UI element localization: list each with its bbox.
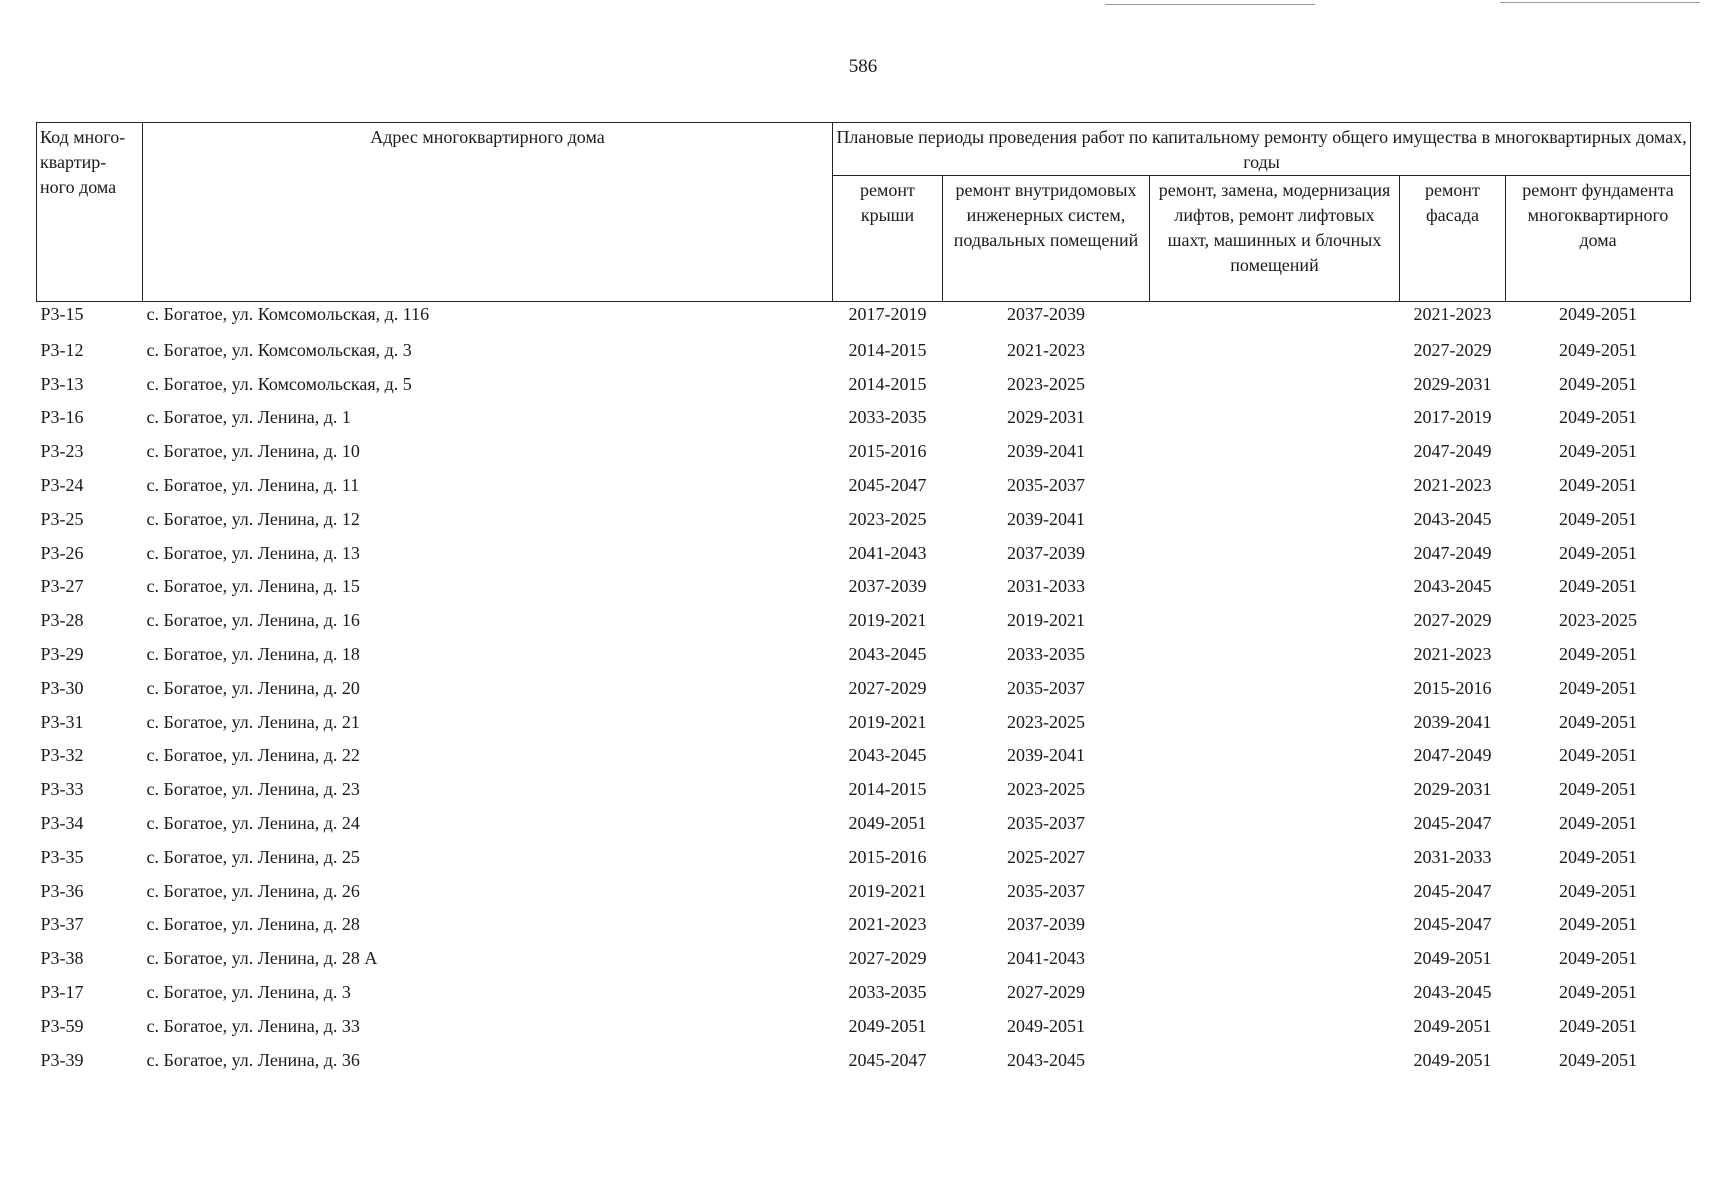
- row-code: Р3-31: [40, 711, 84, 732]
- row-code: Р3-24: [40, 475, 84, 496]
- row-code: Р3-27: [40, 576, 84, 597]
- row-lifts: [1150, 806, 1400, 840]
- row-engineering: 2021-2023: [1007, 339, 1085, 360]
- table-row: [37, 302, 1691, 334]
- row-address: с. Богатое, ул. Ленина, д. 16: [146, 610, 360, 631]
- row-lifts: [1150, 840, 1400, 874]
- row-facade: 2045-2047: [1413, 880, 1492, 901]
- row-facade: 2031-2033: [1413, 846, 1492, 867]
- row-lifts: [1150, 401, 1400, 435]
- row-foundation: 2049-2051: [1559, 407, 1638, 428]
- row-address: с. Богатое, ул. Ленина, д. 20: [146, 677, 360, 698]
- row-roof: 2023-2025: [848, 508, 927, 529]
- table-row: [37, 874, 1691, 908]
- row-engineering: 2039-2041: [1007, 745, 1085, 766]
- row-address: с. Богатое, ул. Ленина, д. 10: [146, 441, 360, 462]
- row-roof: 2049-2051: [848, 1015, 927, 1036]
- row-engineering: 2035-2037: [1007, 880, 1085, 901]
- row-code: Р3-32: [40, 745, 84, 766]
- table-row: [37, 570, 1691, 604]
- table-row: [37, 603, 1691, 637]
- table-row: [37, 367, 1691, 401]
- row-facade: 2029-2031: [1413, 779, 1492, 800]
- row-roof: 2021-2023: [848, 914, 927, 935]
- header-lifts: ремонт, замена, модернизация лифтов, ремонт лифтовых шахт, машинных и блочных помещений: [1150, 176, 1400, 302]
- row-foundation: 2049-2051: [1559, 373, 1638, 394]
- row-address: с. Богатое, ул. Комсомольская, д. 116: [146, 304, 430, 324]
- row-foundation: 2049-2051: [1559, 982, 1638, 1003]
- row-lifts: [1150, 739, 1400, 773]
- row-lifts: [1150, 468, 1400, 502]
- page-number: 586: [848, 56, 878, 77]
- row-engineering: 2023-2025: [1007, 779, 1085, 800]
- row-code: Р3-12: [40, 339, 84, 360]
- row-facade: 2027-2029: [1413, 339, 1492, 360]
- table-row: [37, 840, 1691, 874]
- row-code: Р3-38: [40, 948, 84, 969]
- row-address: с. Богатое, ул. Ленина, д. 26: [146, 880, 360, 901]
- row-code: Р3-30: [40, 677, 84, 698]
- row-foundation: 2049-2051: [1559, 914, 1638, 935]
- row-roof: 2015-2016: [848, 846, 927, 867]
- row-lifts: [1150, 941, 1400, 975]
- row-code: Р3-59: [40, 1015, 84, 1036]
- row-foundation: 2049-2051: [1559, 576, 1638, 597]
- row-facade: 2049-2051: [1413, 948, 1492, 969]
- row-roof: 2014-2015: [848, 339, 927, 360]
- row-lifts: [1150, 367, 1400, 401]
- row-lifts: [1150, 874, 1400, 908]
- row-code: Р3-29: [40, 644, 84, 665]
- row-roof: 2037-2039: [848, 576, 927, 597]
- row-engineering: 2039-2041: [1007, 441, 1085, 462]
- row-facade: 2017-2019: [1413, 407, 1492, 428]
- row-code: Р3-39: [40, 1049, 84, 1070]
- row-lifts: [1150, 536, 1400, 570]
- row-engineering: 2019-2021: [1007, 610, 1085, 631]
- header-engineering: ремонт внутридомовых инженерных систем, подвальных помещений: [943, 176, 1150, 302]
- row-engineering: 2027-2029: [1007, 982, 1085, 1003]
- row-engineering: 2035-2037: [1007, 475, 1085, 496]
- row-address: с. Богатое, ул. Ленина, д. 28 А: [146, 948, 378, 969]
- row-code: Р3-15: [40, 304, 84, 324]
- row-roof: 2027-2029: [848, 677, 927, 698]
- row-engineering: 2035-2037: [1007, 813, 1085, 834]
- row-facade: 2047-2049: [1413, 441, 1492, 462]
- row-roof: 2014-2015: [848, 373, 927, 394]
- table-row: [37, 941, 1691, 975]
- row-foundation: 2049-2051: [1559, 779, 1638, 800]
- row-code: Р3-37: [40, 914, 84, 935]
- row-foundation: 2049-2051: [1559, 441, 1638, 462]
- row-foundation: 2049-2051: [1559, 677, 1638, 698]
- repair-schedule-table: [36, 122, 1691, 1077]
- row-foundation: 2049-2051: [1559, 711, 1638, 732]
- row-lifts: [1150, 705, 1400, 739]
- table-row: [37, 705, 1691, 739]
- table-row: [37, 502, 1691, 536]
- table-row: [37, 536, 1691, 570]
- table-row: [37, 908, 1691, 942]
- row-facade: 2049-2051: [1413, 1015, 1492, 1036]
- row-foundation: 2049-2051: [1559, 1015, 1638, 1036]
- row-facade: 2047-2049: [1413, 542, 1492, 563]
- row-roof: 2019-2021: [848, 711, 927, 732]
- row-engineering: 2049-2051: [1007, 1015, 1085, 1036]
- row-code: Р3-17: [40, 982, 84, 1003]
- row-address: с. Богатое, ул. Ленина, д. 3: [146, 982, 351, 1003]
- row-roof: 2017-2019: [848, 304, 927, 324]
- table-row: [37, 671, 1691, 705]
- row-address: с. Богатое, ул. Ленина, д. 13: [146, 542, 360, 563]
- row-address: с. Богатое, ул. Ленина, д. 21: [146, 711, 360, 732]
- row-code: Р3-33: [40, 779, 84, 800]
- row-roof: 2014-2015: [848, 779, 927, 800]
- row-foundation: 2049-2051: [1559, 542, 1638, 563]
- table-row: [37, 739, 1691, 773]
- scan-artifact-line: [1105, 4, 1315, 5]
- row-facade: 2047-2049: [1413, 745, 1492, 766]
- row-foundation: 2049-2051: [1559, 948, 1638, 969]
- row-lifts: [1150, 302, 1400, 334]
- row-foundation: 2049-2051: [1559, 475, 1638, 496]
- row-code: Р3-26: [40, 542, 84, 563]
- row-facade: 2045-2047: [1413, 813, 1492, 834]
- row-roof: 2019-2021: [848, 880, 927, 901]
- row-facade: 2043-2045: [1413, 576, 1492, 597]
- table-row: [37, 1009, 1691, 1043]
- table-body: [37, 302, 1691, 1077]
- header-facade: ремонт фасада: [1400, 176, 1506, 302]
- table-row: [37, 333, 1691, 367]
- row-engineering: 2023-2025: [1007, 373, 1085, 394]
- row-engineering: 2037-2039: [1007, 542, 1085, 563]
- row-engineering: 2043-2045: [1007, 1049, 1085, 1070]
- row-roof: 2045-2047: [848, 1049, 927, 1070]
- row-lifts: [1150, 570, 1400, 604]
- row-code: Р3-35: [40, 846, 84, 867]
- row-foundation: 2049-2051: [1559, 745, 1638, 766]
- header-periods: Плановые периоды проведения работ по капитальному ремонту общего имущества в многоквартирных домах, годы: [833, 123, 1691, 176]
- row-engineering: 2033-2035: [1007, 644, 1085, 665]
- row-lifts: [1150, 637, 1400, 671]
- row-foundation: 2049-2051: [1559, 1049, 1638, 1070]
- row-roof: 2045-2047: [848, 475, 927, 496]
- row-foundation: 2049-2051: [1559, 508, 1638, 529]
- row-roof: 2027-2029: [848, 948, 927, 969]
- scan-artifact-line: [1500, 2, 1700, 3]
- row-lifts: [1150, 434, 1400, 468]
- row-engineering: 2039-2041: [1007, 508, 1085, 529]
- header-roof: ремонт крыши: [833, 176, 943, 302]
- row-facade: 2021-2023: [1413, 304, 1492, 324]
- row-facade: 2021-2023: [1413, 644, 1492, 665]
- row-lifts: [1150, 1043, 1400, 1077]
- table-row: [37, 434, 1691, 468]
- table-row: [37, 975, 1691, 1009]
- table-row: [37, 772, 1691, 806]
- row-facade: 2027-2029: [1413, 610, 1492, 631]
- row-code: Р3-25: [40, 508, 84, 529]
- row-facade: 2049-2051: [1413, 1049, 1492, 1070]
- table-header: [37, 123, 1691, 302]
- table-row: [37, 637, 1691, 671]
- row-engineering: 2041-2043: [1007, 948, 1085, 969]
- row-lifts: [1150, 671, 1400, 705]
- row-roof: 2041-2043: [848, 542, 927, 563]
- table-row: [37, 468, 1691, 502]
- row-facade: 2043-2045: [1413, 508, 1492, 529]
- row-facade: 2015-2016: [1413, 677, 1492, 698]
- row-address: с. Богатое, ул. Ленина, д. 22: [146, 745, 360, 766]
- row-address: с. Богатое, ул. Ленина, д. 25: [146, 846, 360, 867]
- row-lifts: [1150, 975, 1400, 1009]
- header-foundation: ремонт фундамента многоквартирного дома: [1506, 176, 1691, 302]
- row-roof: 2043-2045: [848, 745, 927, 766]
- row-engineering: 2025-2027: [1007, 846, 1085, 867]
- row-code: Р3-13: [40, 373, 84, 394]
- row-facade: 2021-2023: [1413, 475, 1492, 496]
- row-engineering: 2023-2025: [1007, 711, 1085, 732]
- row-code: Р3-28: [40, 610, 84, 631]
- row-engineering: 2031-2033: [1007, 576, 1085, 597]
- row-lifts: [1150, 1009, 1400, 1043]
- row-facade: 2043-2045: [1413, 982, 1492, 1003]
- table-row: [37, 1043, 1691, 1077]
- row-foundation: 2049-2051: [1559, 880, 1638, 901]
- row-facade: 2039-2041: [1413, 711, 1492, 732]
- row-foundation: 2049-2051: [1559, 846, 1638, 867]
- header-address: Адрес многоквартирного дома: [143, 123, 833, 302]
- row-engineering: 2037-2039: [1007, 914, 1085, 935]
- row-lifts: [1150, 772, 1400, 806]
- row-foundation: 2049-2051: [1559, 813, 1638, 834]
- row-roof: 2033-2035: [848, 407, 927, 428]
- row-lifts: [1150, 603, 1400, 637]
- row-facade: 2045-2047: [1413, 914, 1492, 935]
- row-foundation: 2049-2051: [1559, 339, 1638, 360]
- row-address: с. Богатое, ул. Ленина, д. 12: [146, 508, 360, 529]
- row-address: с. Богатое, ул. Ленина, д. 18: [146, 644, 360, 665]
- row-engineering: 2035-2037: [1007, 677, 1085, 698]
- row-foundation: 2049-2051: [1559, 644, 1638, 665]
- row-address: с. Богатое, ул. Комсомольская, д. 3: [146, 339, 412, 360]
- row-address: с. Богатое, ул. Ленина, д. 11: [146, 475, 360, 496]
- row-engineering: 2037-2039: [1007, 304, 1085, 324]
- row-lifts: [1150, 908, 1400, 942]
- row-foundation: 2049-2051: [1559, 304, 1638, 324]
- row-address: с. Богатое, ул. Ленина, д. 36: [146, 1049, 360, 1070]
- row-roof: 2049-2051: [848, 813, 927, 834]
- row-facade: 2029-2031: [1413, 373, 1492, 394]
- row-address: с. Богатое, ул. Ленина, д. 24: [146, 813, 360, 834]
- row-foundation: 2023-2025: [1559, 610, 1638, 631]
- row-address: с. Богатое, ул. Ленина, д. 28: [146, 914, 360, 935]
- row-engineering: 2029-2031: [1007, 407, 1085, 428]
- row-roof: 2019-2021: [848, 610, 927, 631]
- row-address: с. Богатое, ул. Ленина, д. 1: [146, 407, 351, 428]
- table-row: [37, 806, 1691, 840]
- row-address: с. Богатое, ул. Комсомольская, д. 5: [146, 373, 412, 394]
- row-code: Р3-16: [40, 407, 84, 428]
- row-roof: 2043-2045: [848, 644, 927, 665]
- header-code: Код много-квартир-ного дома: [37, 123, 143, 302]
- row-lifts: [1150, 333, 1400, 367]
- row-code: Р3-34: [40, 813, 84, 834]
- row-roof: 2033-2035: [848, 982, 927, 1003]
- row-address: с. Богатое, ул. Ленина, д. 23: [146, 779, 360, 800]
- row-lifts: [1150, 502, 1400, 536]
- row-address: с. Богатое, ул. Ленина, д. 15: [146, 576, 360, 597]
- row-code: Р3-23: [40, 441, 84, 462]
- row-address: с. Богатое, ул. Ленина, д. 33: [146, 1015, 360, 1036]
- table-row: [37, 401, 1691, 435]
- row-code: Р3-36: [40, 880, 84, 901]
- row-roof: 2015-2016: [848, 441, 927, 462]
